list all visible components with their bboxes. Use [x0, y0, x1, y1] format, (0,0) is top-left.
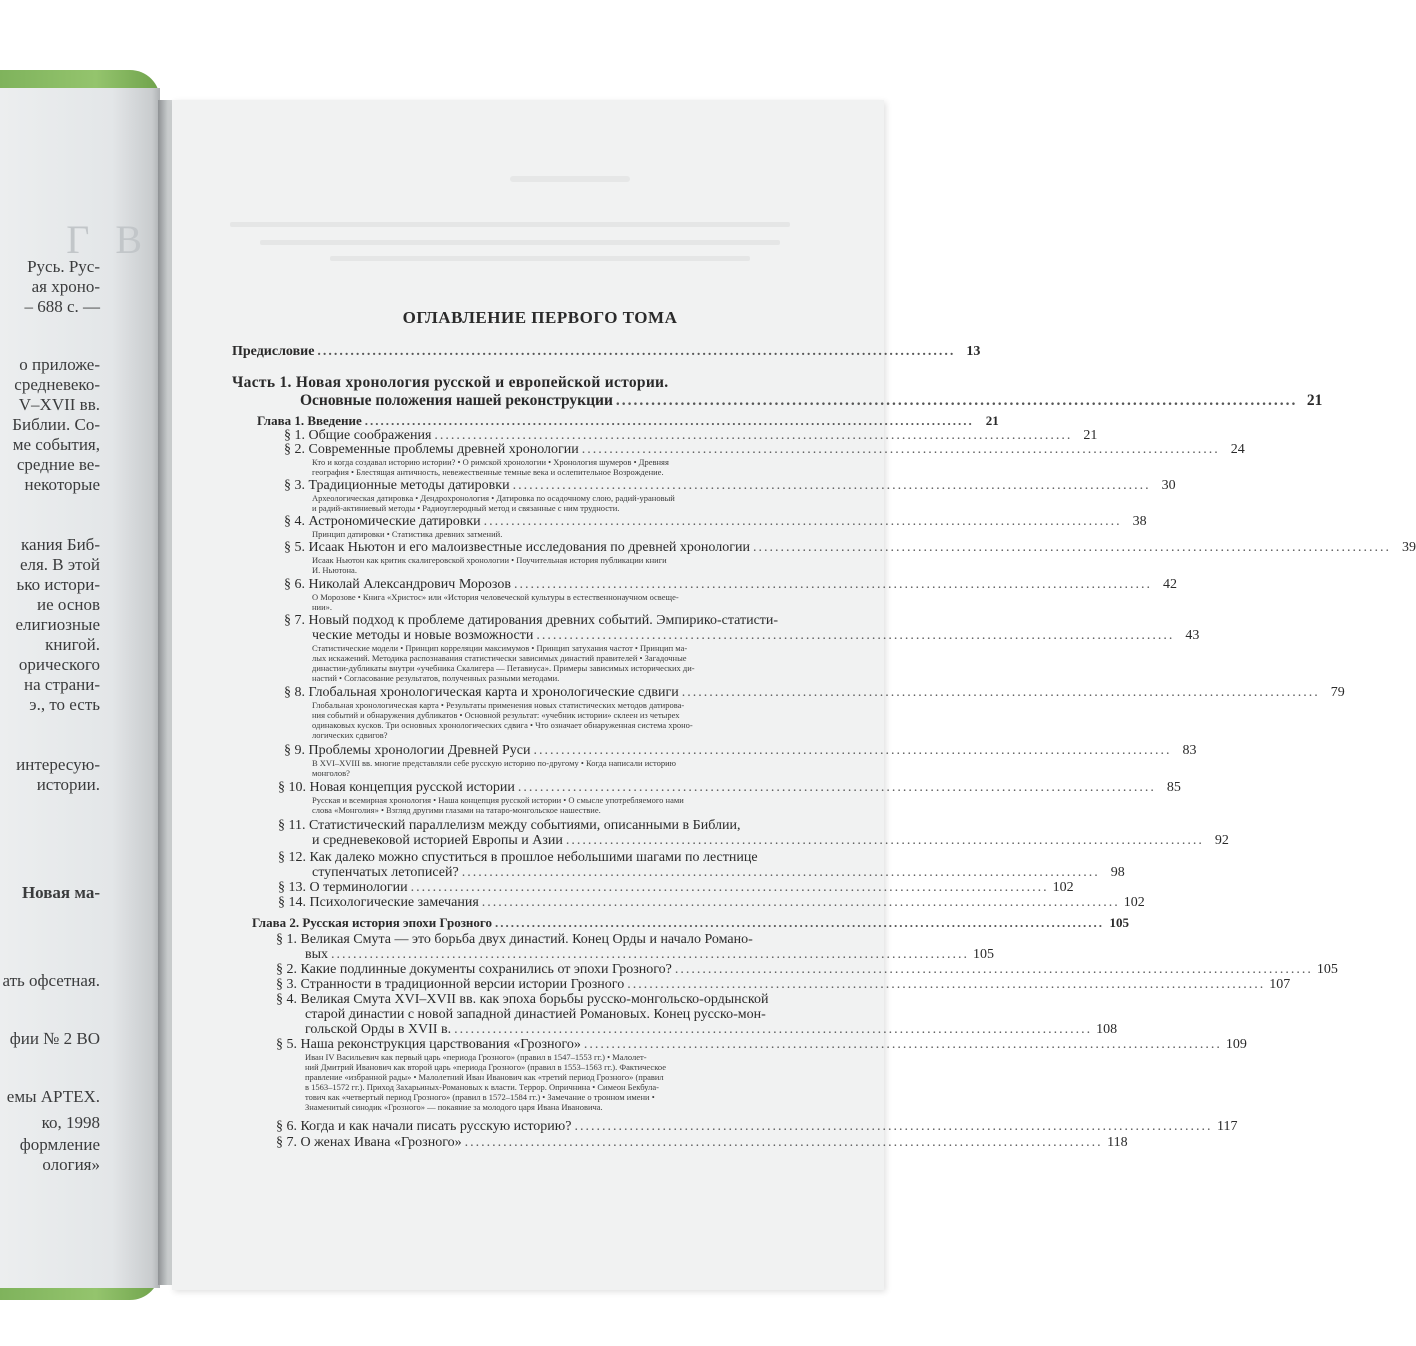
toc-entry-s1-13: [278, 880, 1074, 895]
toc-entry-label: § 10. Новая концепция русской истории: [278, 780, 515, 795]
toc-entry-s2-3: [276, 977, 1291, 992]
leader-dots: ....................................................................................................................: [364, 413, 974, 428]
left-page-line: Русь. Рус-: [27, 257, 100, 276]
toc-entry-label: гольской Орды в XVII в.: [305, 1022, 452, 1037]
left-page-line: еля. В этой: [19, 555, 100, 574]
left-page-line: э., то есть: [29, 695, 100, 714]
toc-entry-s2-6: [276, 1119, 1238, 1134]
leader-dots: ....................................................................................................................: [513, 577, 1152, 592]
toc-page-number: 107: [1269, 977, 1291, 992]
left-page-line: кания Биб-: [21, 535, 100, 554]
toc-entry-s1-9: [284, 743, 1197, 758]
toc-page-number: 42: [1162, 577, 1177, 592]
leader-dots: ....................................................................................................................: [627, 977, 1266, 992]
left-page-line: емы АРТЕХ.: [6, 1087, 100, 1106]
toc-entry-summary: О Морозове • Книга «Христос» или «История человеческой культуры в естественнонаучном освеще-: [312, 592, 679, 602]
toc-entry-s2-1: [305, 947, 995, 962]
left-page-line: интересую-: [16, 755, 100, 774]
leader-dots: ....................................................................................................................: [495, 915, 1105, 930]
toc-page-number: 83: [1182, 743, 1197, 758]
toc-entry-s1-1: [284, 428, 1098, 443]
left-page-line: ие основ: [37, 595, 100, 614]
toc-entry-s1-6: [284, 577, 1177, 592]
toc-entry-label: ступенчатых летописей?: [312, 865, 459, 880]
left-page-line: елигиозные: [15, 615, 100, 634]
toc-entry-summary: география • Блестящая античность, невежественные темные века и ослепительное Возрождение.: [312, 467, 664, 477]
toc-entry-summary: династии-дубликаты внутри «учебника Скалигера — Петавиуса». Примеры зависимых исторических ди-: [312, 663, 695, 673]
toc-entry-summary: ний Дмитрий Иванович как второй царь «периода Грозного» (правил в 1553–1563 гг.). Фактическое: [305, 1062, 667, 1072]
toc-page-number: 21: [1306, 392, 1323, 409]
toc-page-number: 21: [1083, 428, 1098, 443]
toc-entry-summary: Исаак Ньютон как критик скалигеровской хронологии • Поучительная история публикации книги: [312, 555, 667, 565]
toc-entry-s1-14: [278, 895, 1145, 910]
left-page-line: Библии. Со-: [12, 415, 100, 434]
left-page-line: – 688 с. —: [24, 297, 100, 316]
leader-dots: ....................................................................................................................: [681, 685, 1320, 700]
left-page-line: ая хроно-: [31, 277, 100, 296]
toc-entry-summary: правление «избранной рады» • Малолетний Иван Иванович как «третий период Грозного» (правил: [305, 1072, 664, 1082]
toc-part-title: Часть 1. Новая хронология русской и европейской истории.: [232, 374, 669, 391]
toc-entry-s1-4: [284, 514, 1147, 529]
toc-entry-summary: настий • Согласование результатов, полученных разными методами.: [312, 673, 560, 683]
leader-dots: ....................................................................................................................: [483, 514, 1122, 529]
toc-entry-summary: Археологическая датировка • Дендрохронология • Датировка по осадочному слою, радий-урановый: [312, 493, 675, 503]
bleed-through-header: [510, 176, 630, 182]
toc-entry-label: § 1. Общие соображения: [284, 428, 432, 443]
toc-page-number: 30: [1161, 478, 1176, 493]
toc-entry-chapter1: [257, 413, 999, 428]
toc-page-number: 43: [1185, 628, 1200, 643]
toc-page-number: 39: [1401, 540, 1416, 555]
toc-entry-label: § 2. Современные проблемы древней хронологии: [284, 442, 579, 457]
toc-entry-label: § 6. Когда и как начали писать русскую историю?: [276, 1119, 572, 1134]
toc-page-number: 102: [1123, 895, 1145, 910]
toc-entry-summary: Кто и когда создавал историю истории? • О римской хронологии • Хронология шумеров • Древняя: [312, 457, 669, 467]
toc-page-number: 13: [966, 344, 981, 359]
toc-entry-s2-4-line2: старой династии с новой западной династией Романовых. Конец русско-мон-: [305, 1007, 766, 1022]
toc-page-number: 24: [1230, 442, 1245, 457]
toc-entry-s2-7: [276, 1135, 1128, 1150]
leader-dots: ....................................................................................................................: [317, 344, 956, 359]
toc-page-number: 102: [1052, 880, 1074, 895]
toc-page-number: 105: [973, 947, 995, 962]
toc-entry-s1-7: [312, 628, 1200, 643]
leader-dots: ....................................................................................................................: [461, 865, 1100, 880]
leader-dots: ....................................................................................................................: [331, 947, 970, 962]
toc-entry-summary: Иван IV Васильевич как первый царь «периода Грозного» (правил в 1547–1553 гг.) • Малолет-: [305, 1052, 647, 1062]
leader-dots: ....................................................................................................................: [434, 428, 1073, 443]
toc-entry-s2-5: [276, 1037, 1247, 1052]
leader-dots: ....................................................................................................................: [454, 1022, 1093, 1037]
toc-entry-s1-10: [278, 780, 1181, 795]
left-page-line: истории.: [36, 775, 100, 794]
toc-page-number: 117: [1216, 1119, 1238, 1134]
toc-entry-label: Глава 1. Введение: [257, 413, 362, 428]
toc-page-number: 38: [1132, 514, 1147, 529]
left-page-line: некоторые: [24, 475, 100, 494]
leader-dots: ....................................................................................................................: [512, 478, 1151, 493]
toc-entry-s2-1-line1: § 1. Великая Смута — это борьба двух династий. Конец Орды и начало Романо-: [276, 932, 753, 947]
left-page-line: ко, 1998: [41, 1113, 100, 1132]
toc-entry-label: § 3. Традиционные методы датировки: [284, 478, 510, 493]
toc-entry-label: Основные положения нашей реконструкции: [300, 392, 613, 409]
toc-entry-label: § 14. Психологические замечания: [278, 895, 479, 910]
toc-entry-label: вых: [305, 947, 329, 962]
left-page-line: ать офсетная.: [2, 971, 100, 990]
toc-entry-label: ческие методы и новые возможности: [312, 628, 534, 643]
toc-entry-summary: Знаменитый синодик «Грозного» — покаяние за молодого царя Ивана Ивановича.: [305, 1102, 603, 1112]
toc-entry-s1-12-line1: § 12. Как далеко можно спуститься в прошлое небольшими шагами по лестнице: [278, 850, 758, 865]
toc-entry-chapter2: [252, 915, 1130, 930]
toc-entry-preface: [232, 344, 981, 359]
bleed-through-line: [330, 256, 750, 261]
leader-dots: ....................................................................................................................: [565, 833, 1204, 848]
toc-entry-s1-11-line1: § 11. Статистический параллелизм между событиями, описанными в Библии,: [278, 818, 741, 833]
toc-entry-label: § 7. О женах Ивана «Грозного»: [276, 1135, 462, 1150]
toc-page-number: 118: [1107, 1135, 1128, 1150]
left-page-line: книгой.: [45, 635, 100, 654]
toc-entry-summary: Глобальная хронологическая карта • Результаты применения новых статистических методов датирова-: [312, 700, 685, 710]
toc-entry-s1-5: [284, 540, 1416, 555]
bleed-through-line: [260, 240, 780, 245]
left-page-line: средние ве-: [16, 455, 100, 474]
toc-entry-s1-2: [284, 442, 1245, 457]
toc-entry-label: и средневековой историей Европы и Азии: [312, 833, 563, 848]
toc-page-number: 105: [1316, 962, 1338, 977]
toc-entry-summary: в 1563–1572 гг.). Приход Захарьиных-Романовых к власти. Террор. Опричнина • Симеон Бекбула-: [305, 1082, 659, 1092]
toc-entry-label: § 5. Наша реконструкция царствования «Грозного»: [276, 1037, 581, 1052]
left-page-line: о приложе-: [19, 355, 100, 374]
leader-dots: ....................................................................................................................: [581, 442, 1220, 457]
toc-entry-s1-11: [312, 833, 1229, 848]
toc-entry-summary: нии».: [312, 602, 333, 612]
left-page-line: на страни-: [24, 675, 100, 694]
toc-entry-summary: монголов?: [312, 768, 350, 778]
toc-entry-summary: лых искажений. Методика распознавания статистически зависимых династий правителей • Загадочные: [312, 653, 687, 663]
toc-entry-summary: логических сдвигов?: [312, 730, 388, 740]
toc-entry-summary: слова «Монголия» • Взгляд другими глазами на татаро-монгольское нашествие.: [312, 805, 601, 815]
toc-entry-label: § 9. Проблемы хронологии Древней Руси: [284, 743, 531, 758]
left-page-line: фии № 2 ВО: [9, 1029, 100, 1048]
toc-entry-label: Предисловие: [232, 344, 315, 359]
toc-entry-summary: В XVI–XVIII вв. многие представляли себе русскую историю по-другому • Когда написали историю: [312, 758, 677, 768]
toc-page-number: 85: [1166, 780, 1181, 795]
toc-entry-summary: И. Ньютона.: [312, 565, 357, 575]
toc-page-number: 21: [985, 413, 999, 428]
toc-entry-summary: и радий-актиниевый методы • Радиоуглеродный метод и связанные с ним трудности.: [312, 503, 620, 513]
leader-dots: ....................................................................................................................: [583, 1037, 1222, 1052]
toc-entry-label: § 8. Глобальная хронологическая карта и хронологические сдвиги: [284, 685, 679, 700]
leader-dots: ....................................................................................................................: [481, 895, 1120, 910]
left-page-line: ько истори-: [16, 575, 100, 594]
toc-entry-label: § 4. Астрономические датировки: [284, 514, 481, 529]
toc-entry-part1: [300, 392, 1323, 409]
leader-dots: ....................................................................................................................: [615, 392, 1298, 409]
toc-entry-s1-7-line1: § 7. Новый подход к проблеме датирования древних событий. Эмпирико-статисти-: [284, 613, 779, 628]
toc-entry-s1-8: [284, 685, 1345, 700]
leader-dots: ....................................................................................................................: [464, 1135, 1103, 1150]
left-page-line: Новая ма-: [21, 883, 100, 902]
toc-entry-s2-2: [276, 962, 1338, 977]
toc-entry-summary: одинаковых кусков. Три основных хронологических сдвига • Что означает обнаруженная система хроно-: [312, 720, 693, 730]
left-page-line: средневеко-: [14, 375, 100, 394]
toc-page-number: 79: [1330, 685, 1345, 700]
toc-title: ОГЛАВЛЕНИЕ ПЕРВОГО ТОМА: [402, 308, 678, 327]
left-page-line: V–XVII вв.: [18, 395, 100, 414]
left-page-line: формление: [19, 1135, 100, 1154]
toc-entry-label: Глава 2. Русская история эпохи Грозного: [252, 915, 493, 930]
toc-entry-summary: Статистические модели • Принцип корреляции максимумов • Принцип затухания частот • Принцип ма-: [312, 643, 688, 653]
toc-entry-label: § 5. Исаак Ньютон и его малоизвестные исследования по древней хронологии: [284, 540, 750, 555]
toc-page-number: 98: [1110, 865, 1125, 880]
toc-entry-label: § 3. Странности в традиционной версии истории Грозного: [276, 977, 625, 992]
leader-dots: ....................................................................................................................: [752, 540, 1391, 555]
toc-entry-s2-4: [305, 1022, 1118, 1037]
toc-entry-label: § 6. Николай Александрович Морозов: [284, 577, 511, 592]
leader-dots: ....................................................................................................................: [517, 780, 1156, 795]
toc-page-number: 108: [1096, 1022, 1118, 1037]
toc-entry-s1-3: [284, 478, 1176, 493]
leader-dots: ....................................................................................................................: [410, 880, 1049, 895]
leader-dots: ....................................................................................................................: [533, 743, 1172, 758]
toc-page-number: 109: [1225, 1037, 1247, 1052]
toc-entry-s1-12: [312, 865, 1125, 880]
leader-dots: ....................................................................................................................: [536, 628, 1175, 643]
left-page-line: ме события,: [12, 435, 100, 454]
toc-entry-label: § 13. О терминологии: [278, 880, 408, 895]
toc-entry-summary: Принцип датировки • Статистика древних затмений.: [312, 529, 503, 539]
left-page-line: орического: [18, 655, 100, 674]
leader-dots: ....................................................................................................................: [574, 1119, 1213, 1134]
leader-dots: ....................................................................................................................: [674, 962, 1313, 977]
toc-page-number: 105: [1109, 915, 1130, 930]
toc-page-number: 92: [1214, 833, 1229, 848]
toc-entry-s2-4-line1: § 4. Великая Смута XVI–XVII вв. как эпоха борьбы русско-монгольско-ордынской: [276, 992, 769, 1007]
toc-entry-summary: ния событий и обнаружения дубликатов • Основной результат: «учебник истории» склеен из четырех: [312, 710, 680, 720]
left-page-heading: Г В: [66, 217, 150, 262]
bleed-through-line: [230, 222, 790, 227]
toc-entry-label: § 2. Какие подлинные документы сохранились от эпохи Грозного?: [276, 962, 672, 977]
toc-entry-summary: тович как «четвертый период Грозного» (правил в 1572–1584 гг.) • Замечание о тронном имени •: [305, 1092, 655, 1102]
toc-entry-summary: Русская и всемирная хронология • Наша концепция русской истории • О смысле употребляемого нами: [312, 795, 684, 805]
left-page-line: ология»: [42, 1155, 100, 1174]
